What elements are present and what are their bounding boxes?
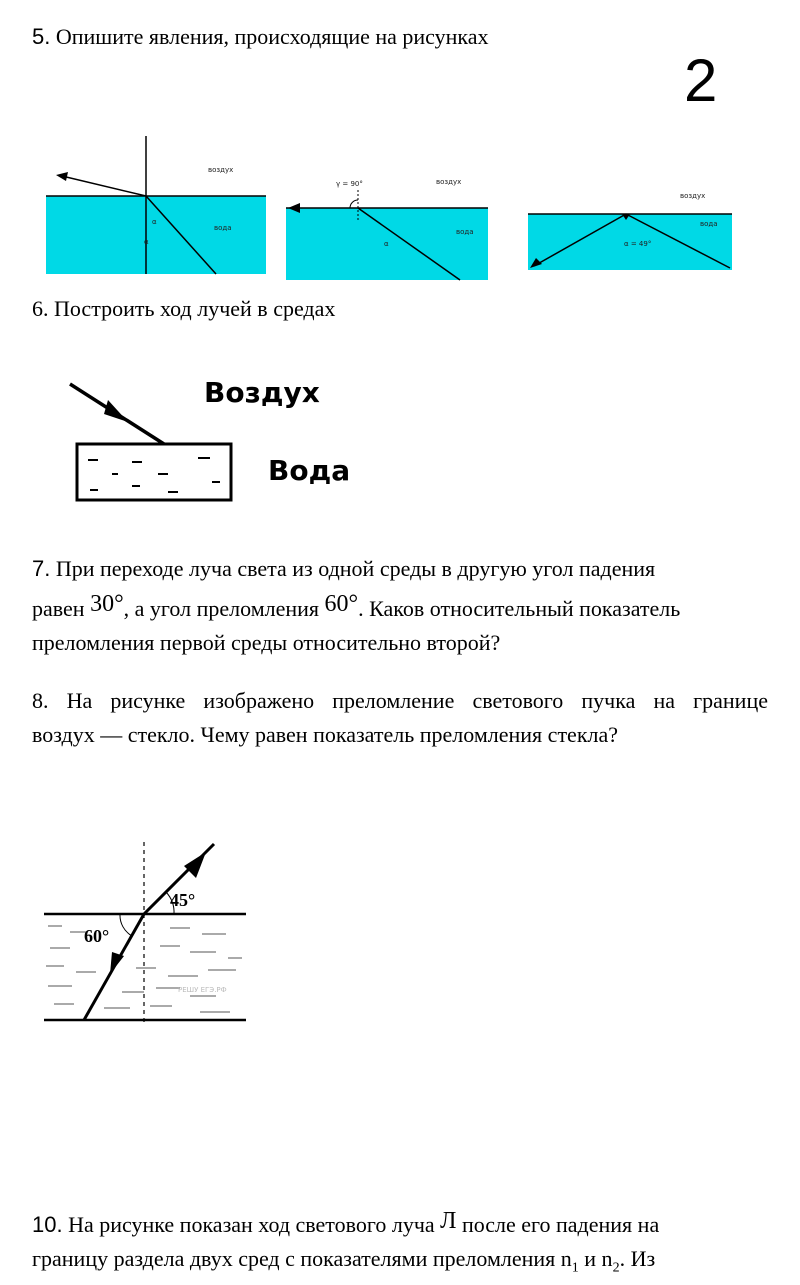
q10-number: 10. — [32, 1212, 63, 1237]
q5-figure-1 — [40, 132, 272, 280]
q8-line-1: 8. На рисунке изображено преломление светового пучка на границе — [32, 688, 768, 713]
q10-sub2: 2 — [612, 1260, 620, 1276]
q7-number: 7. — [32, 556, 51, 581]
q10-text — [32, 1208, 772, 1285]
q7-line1-text: При переходе луча света из одной среды в другую угол падения — [55, 556, 656, 581]
q7-line-1 — [32, 552, 772, 586]
fig1-angle2-label: α — [144, 238, 149, 246]
q10-line-1 — [32, 1208, 772, 1242]
water-dashes — [88, 458, 220, 492]
q7-line2-c: . Каков относительный показатель — [358, 596, 681, 621]
q5-figure-2 — [284, 168, 494, 284]
fig3-angle-label: α = 49° — [624, 240, 652, 248]
q7-line2-b: , а угол преломления — [123, 596, 320, 621]
q6-medium-top: Воздух — [204, 376, 320, 409]
q8-angle-bottom: 60° — [84, 926, 110, 946]
q7-text — [32, 552, 772, 660]
q10-line2-b: . Из — [619, 1246, 656, 1271]
refracted-ray — [62, 176, 146, 196]
q8-line-2: воздух — стекло. Чему равен показатель преломления стекла? — [32, 722, 619, 747]
q10-line1-a: На рисунке показан ход светового луча — [68, 1212, 435, 1237]
fig1-lower-label: вода — [214, 224, 232, 232]
q8-text — [32, 684, 768, 752]
q6-medium-bottom: Вода — [268, 454, 351, 487]
arrow-head-icon — [56, 172, 68, 181]
q6-figure — [60, 364, 380, 510]
variant-number: 2 — [684, 47, 718, 114]
q5-number: 5. — [32, 24, 51, 49]
fig1-upper-label: воздух — [208, 166, 234, 174]
arrow-head-icon — [184, 852, 206, 878]
q7-angle2: 60° — [324, 591, 359, 617]
fig2-upper-label: воздух — [436, 178, 462, 186]
q5-text: Опишите явления, происходящие на рисунках — [55, 24, 489, 49]
q10-sub1: 1 — [571, 1260, 579, 1276]
q5-heading — [32, 20, 489, 54]
q5-figure-3 — [524, 184, 736, 274]
q10-line2-a: границу раздела двух сред с показателями преломления n — [32, 1246, 572, 1271]
q8-figure — [40, 836, 256, 1028]
q7-angle1: 30° — [90, 591, 124, 617]
fig1-angle-label: α — [152, 218, 157, 226]
fig2-lower-label: вода — [456, 228, 474, 236]
q8-angle-top: 45° — [170, 890, 196, 910]
q8-watermark: РЕШУ ЕГЭ.РФ — [178, 986, 227, 994]
angle-arc — [350, 200, 358, 208]
fig2-angle-label: γ = 90° — [336, 180, 363, 188]
angle-arc-bottom — [120, 914, 132, 936]
q10-line2-and: и n — [584, 1246, 613, 1271]
fig3-upper-label: воздух — [680, 192, 706, 200]
q10-line-2 — [32, 1242, 772, 1285]
water-box — [77, 444, 231, 500]
q6-heading: 6. Построить ход лучей в средах — [32, 296, 336, 321]
q10-line1-b: после его падения на — [461, 1212, 660, 1237]
q10-symbol: Л — [440, 1208, 457, 1234]
fig2-angle2-label: α — [384, 240, 389, 248]
arrow-head-icon — [104, 400, 128, 422]
q7-line-2 — [32, 592, 772, 626]
q7-line2-a: равен — [32, 596, 85, 621]
q7-line-3: преломления первой среды относительно второй? — [32, 630, 501, 655]
fig3-lower-label: вода — [700, 220, 718, 228]
